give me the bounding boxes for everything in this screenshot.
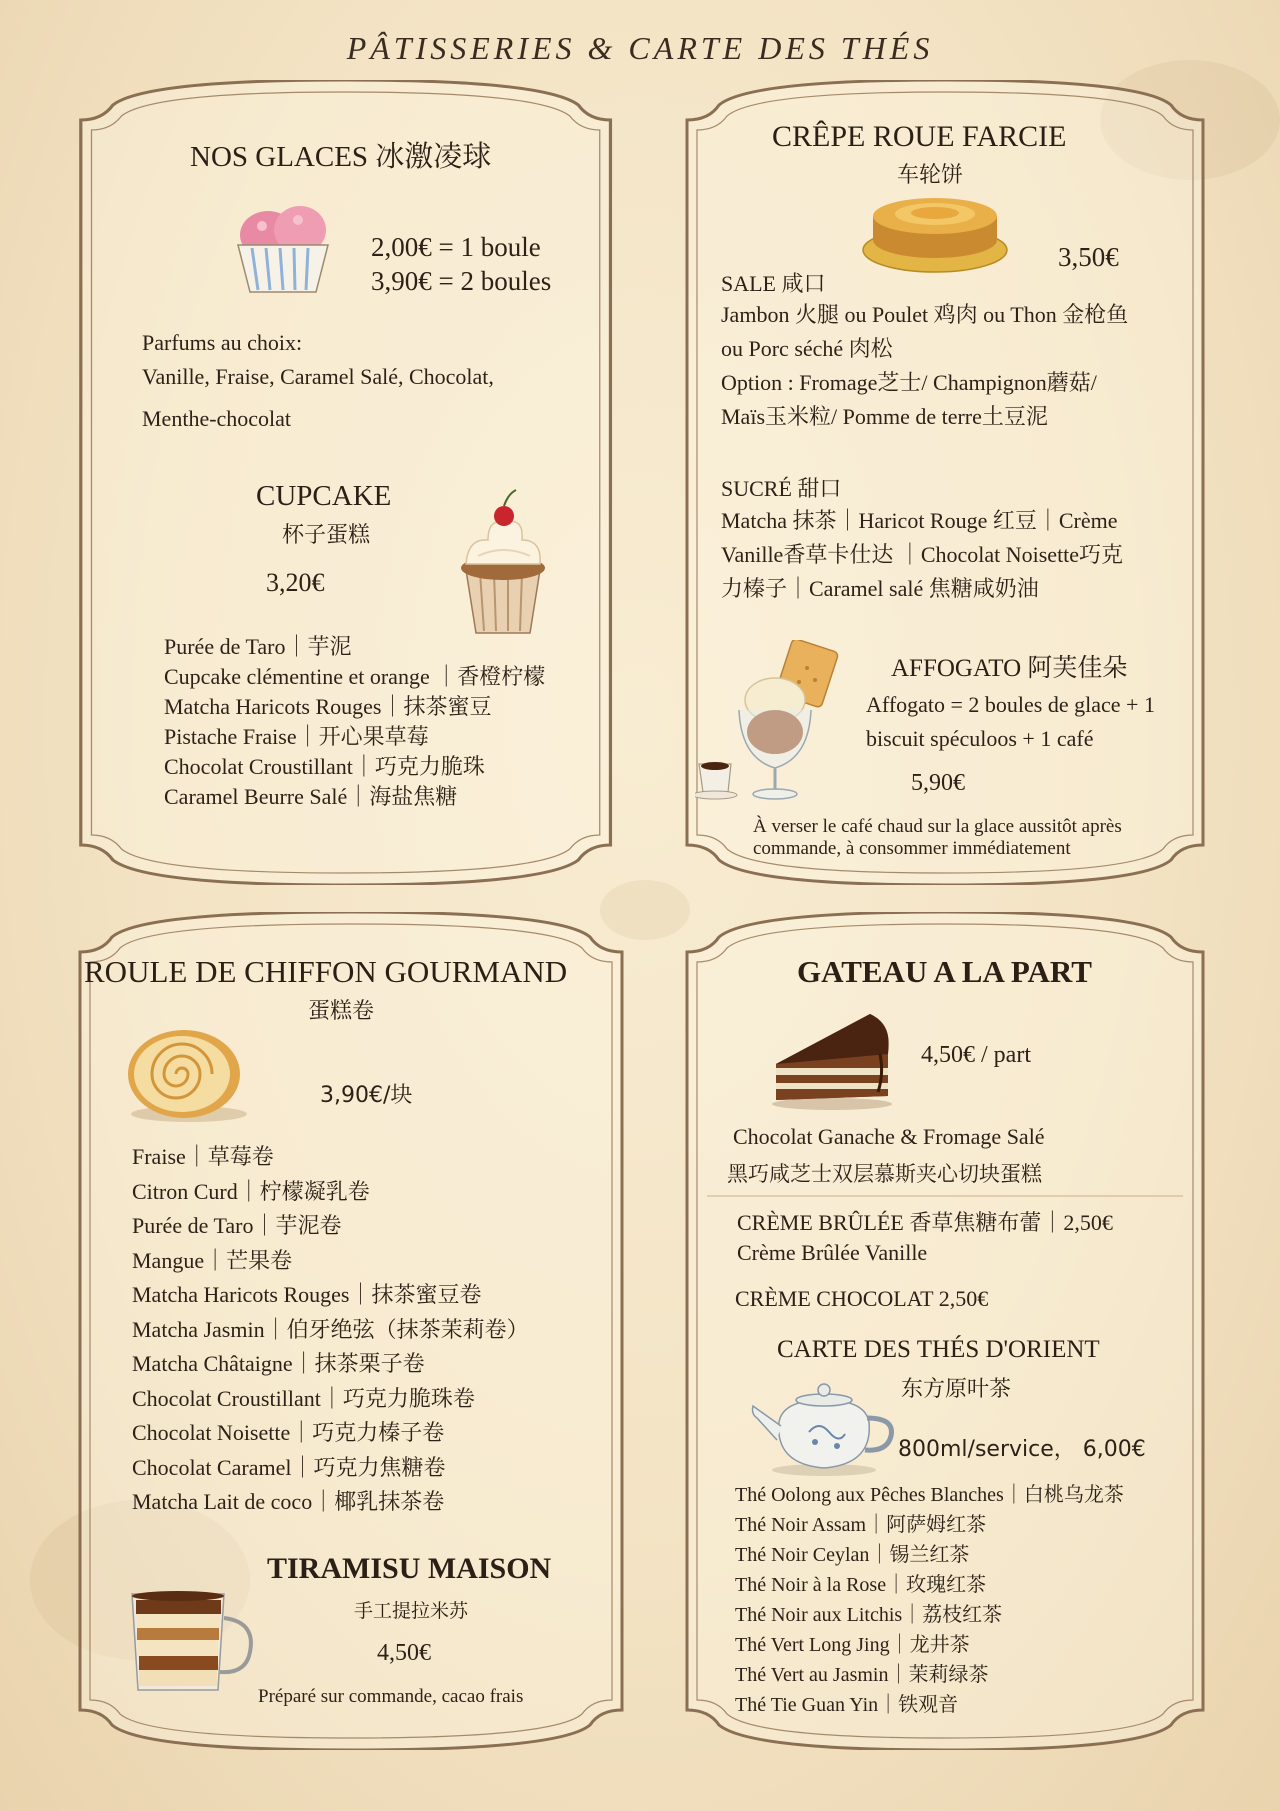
roll-cake-icon bbox=[124, 1024, 254, 1124]
list-item: Jambon 火腿 ou Poulet 鸡肉 ou Thon 金枪鱼 bbox=[721, 302, 1129, 327]
roule-tiramisu-card bbox=[62, 912, 640, 1750]
list-item: Purée de Taro｜芋泥卷 bbox=[132, 1213, 342, 1238]
cupcake-title-cn: 杯子蛋糕 bbox=[282, 523, 371, 548]
thes-title: CARTE DES THÉS D'ORIENT bbox=[777, 1336, 1100, 1363]
creme-chocolat-title: CRÈME CHOCOLAT 2,50€ bbox=[735, 1286, 989, 1311]
list-item: Matcha 抹茶｜Haricot Rouge 红豆｜Crème bbox=[721, 508, 1118, 533]
crepe-sale-label: SALE 咸口 bbox=[721, 271, 826, 296]
ice-cream-icon bbox=[228, 190, 338, 300]
affogato-desc-line1: Affogato = 2 boules de glace + 1 bbox=[866, 692, 1155, 717]
glaces-price-2: 3,90€ = 2 boules bbox=[371, 266, 552, 296]
list-item: Thé Vert au Jasmin｜茉莉绿茶 bbox=[735, 1664, 989, 1686]
roule-title: ROULE DE CHIFFON GOURMAND bbox=[84, 954, 568, 989]
list-item: Matcha Haricots Rouges｜抹茶蜜豆 bbox=[164, 694, 492, 719]
crepe-title-cn: 车轮饼 bbox=[897, 163, 964, 188]
list-item: Citron Curd｜柠檬凝乳卷 bbox=[132, 1178, 370, 1204]
list-item: Matcha Lait de coco｜椰乳抹茶卷 bbox=[132, 1489, 445, 1514]
crepe-wheel-icon bbox=[860, 188, 1010, 278]
list-item: Matcha Jasmin｜伯牙绝弦（抹茶茉莉卷） bbox=[132, 1316, 529, 1342]
gateau-price: 4,50€ / part bbox=[921, 1042, 1031, 1068]
list-item: Cupcake clémentine et orange ｜香橙柠檬 bbox=[164, 664, 546, 689]
list-item: Chocolat Croustillant｜巧克力脆珠 bbox=[164, 754, 485, 779]
affogato-note-line2: commande, à consommer immédiatement bbox=[753, 838, 1071, 859]
crepe-price: 3,50€ bbox=[1058, 242, 1119, 272]
roule-price: 3,90€/块 bbox=[320, 1083, 413, 1108]
list-item: Chocolat Caramel｜巧克力焦糖卷 bbox=[132, 1454, 446, 1480]
crepe-affogato-card bbox=[665, 80, 1225, 885]
list-item: Thé Noir Ceylan｜锡兰红茶 bbox=[735, 1544, 970, 1566]
list-item: 力榛子｜Caramel salé 焦糖咸奶油 bbox=[721, 576, 1039, 601]
thes-price: 800ml/service， 6,00€ bbox=[898, 1437, 1146, 1462]
list-item: Thé Tie Guan Yin｜铁观音 bbox=[735, 1694, 959, 1716]
tiramisu-title-cn: 手工提拉米苏 bbox=[354, 1600, 469, 1622]
affogato-price: 5,90€ bbox=[911, 770, 965, 796]
list-item: Chocolat Noisette｜巧克力榛子卷 bbox=[132, 1420, 445, 1445]
list-item: Matcha Haricots Rouges｜抹茶蜜豆卷 bbox=[132, 1282, 482, 1307]
crepe-sucre-label: SUCRÉ 甜口 bbox=[721, 476, 842, 501]
page-title: PÂTISSERIES & CARTE DES THÉS bbox=[346, 30, 934, 66]
cupcake-price: 3,20€ bbox=[266, 568, 325, 597]
tiramisu-title: TIRAMISU MAISON bbox=[267, 1552, 552, 1585]
list-item: Chocolat Croustillant｜巧克力脆珠卷 bbox=[132, 1385, 475, 1411]
list-item: Caramel Beurre Salé｜海盐焦糖 bbox=[164, 784, 458, 809]
list-item: Option : Fromage芝士/ Champignon蘑菇/ bbox=[721, 370, 1097, 395]
glaces-choice-label: Parfums au choix: bbox=[142, 330, 303, 355]
gateau-title: GATEAU A LA PART bbox=[797, 954, 1092, 989]
tiramisu-note: Préparé sur commande, cacao frais bbox=[258, 1686, 524, 1707]
creme-brulee-sub: Crème Brûlée Vanille bbox=[737, 1240, 928, 1265]
roule-flavor-list bbox=[132, 1140, 529, 1520]
thes-list bbox=[735, 1480, 1124, 1720]
cupcake-title: CUPCAKE bbox=[256, 480, 392, 512]
affogato-desc-line2: biscuit spéculoos + 1 café bbox=[866, 726, 1094, 751]
list-item: Fraise｜草莓卷 bbox=[132, 1144, 274, 1169]
tiramisu-icon bbox=[124, 1582, 264, 1702]
list-item: Thé Noir aux Litchis｜荔枝红茶 bbox=[735, 1604, 1003, 1626]
glaces-price-1: 2,00€ = 1 boule bbox=[371, 232, 541, 262]
crepe-sucre-lines bbox=[721, 504, 1123, 606]
list-item: Vanille香草卡仕达 ｜Chocolat Noisette巧克 bbox=[721, 542, 1124, 567]
gateau-thes-card bbox=[665, 912, 1225, 1750]
list-item: Thé Vert Long Jing｜龙井茶 bbox=[735, 1634, 970, 1656]
list-item: Matcha Châtaigne｜抹茶栗子卷 bbox=[132, 1351, 425, 1376]
affogato-note-line1: À verser le café chaud sur la glace aussitôt après bbox=[753, 816, 1122, 837]
list-item: Purée de Taro｜芋泥 bbox=[164, 634, 352, 659]
glaces-flavors-line2: Menthe-chocolat bbox=[142, 406, 292, 431]
glaces-title: NOS GLACES 冰激凌球 bbox=[190, 141, 492, 173]
gateau-name-cn: 黑巧咸芝士双层慕斯夹心切块蛋糕 bbox=[727, 1162, 1042, 1186]
roule-title-cn: 蛋糕卷 bbox=[308, 999, 375, 1024]
affogato-icon bbox=[695, 640, 845, 810]
gateau-name-fr: Chocolat Ganache & Fromage Salé bbox=[733, 1124, 1045, 1149]
glaces-flavors-line1: Vanille, Fraise, Caramel Salé, Chocolat, bbox=[142, 364, 494, 389]
cupcake-icon bbox=[448, 488, 558, 638]
list-item: Pistache Fraise｜开心果草莓 bbox=[164, 724, 429, 749]
glaces-cupcake-card bbox=[58, 80, 633, 885]
list-item: Mangue｜芒果卷 bbox=[132, 1247, 293, 1273]
crepe-title: CRÊPE ROUE FARCIE bbox=[772, 120, 1067, 153]
teapot-icon bbox=[749, 1370, 899, 1480]
crepe-sale-lines bbox=[721, 298, 1128, 434]
list-item: Thé Noir à la Rose｜玫瑰红茶 bbox=[735, 1574, 987, 1596]
affogato-title: AFFOGATO 阿芙佳朵 bbox=[891, 655, 1128, 682]
cupcake-flavor-list bbox=[164, 632, 545, 812]
tiramisu-price: 4,50€ bbox=[377, 1640, 431, 1666]
list-item: ou Porc séché 肉松 bbox=[721, 336, 893, 361]
list-item: Thé Oolong aux Pêches Blanches｜白桃乌龙茶 bbox=[735, 1484, 1124, 1506]
chocolate-cake-icon bbox=[770, 1004, 900, 1114]
list-item: Thé Noir Assam｜阿萨姆红茶 bbox=[735, 1514, 987, 1536]
list-item: Maïs玉米粒/ Pomme de terre土豆泥 bbox=[721, 404, 1048, 429]
creme-brulee-title: CRÈME BRÛLÉE 香草焦糖布蕾｜2,50€ bbox=[737, 1210, 1113, 1235]
thes-title-cn: 东方原叶茶 bbox=[901, 1377, 1012, 1402]
